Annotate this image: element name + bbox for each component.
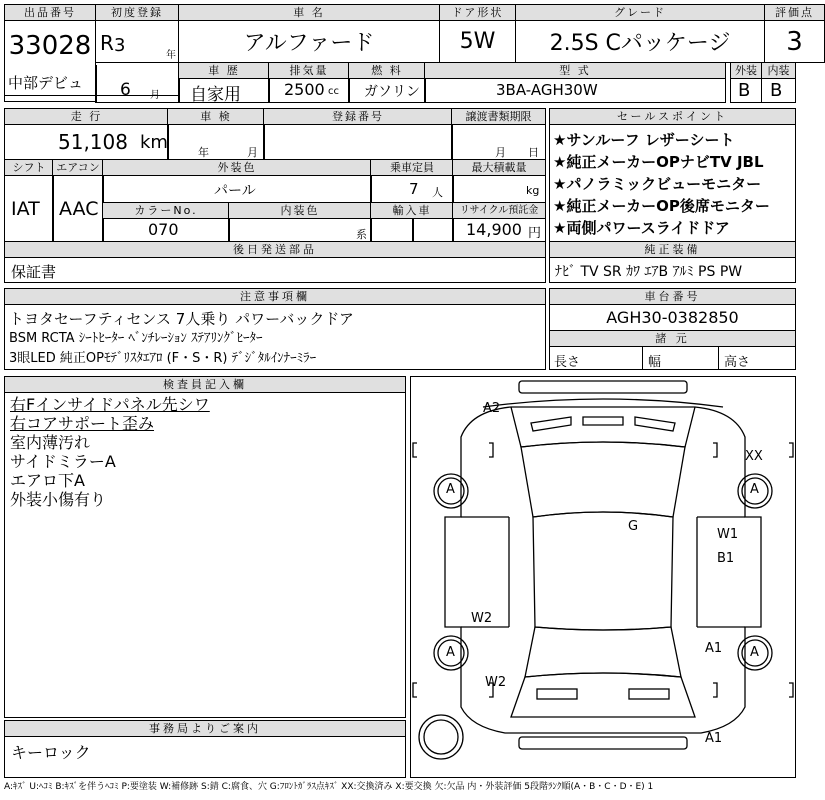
recycle-yen: 円 [528, 226, 542, 241]
spec-length: 長さ [554, 355, 581, 370]
damage-mark: A1 [705, 731, 723, 746]
name-label: 車 名 [179, 5, 440, 21]
inspector-line: エアロ下A [10, 471, 85, 490]
recycle-label: リサイクル預託金 [452, 202, 546, 219]
office-label: 事務局よりご案内 [5, 721, 405, 737]
intcolor-label: 内装色 [228, 202, 372, 219]
damage-mark: A1 [705, 641, 723, 656]
seats-label: 乗車定員 [370, 159, 454, 176]
door-type: 5W [440, 21, 516, 63]
tail-left [537, 689, 577, 699]
inspector-box [4, 376, 406, 718]
rear-bumper [519, 737, 687, 749]
damage-mark: B1 [717, 551, 735, 566]
recycle: 14,900 [466, 220, 522, 239]
sales-item: ★純正メーカーOPナビTV JBL [553, 153, 764, 171]
sales-item: ★パノラミックビューモニター [553, 175, 762, 193]
fuel-label: 燃 料 [348, 62, 426, 79]
sales-box [549, 108, 796, 243]
tail-right [629, 689, 669, 699]
intcolor-unit: 系 [356, 228, 367, 241]
windshield [521, 442, 685, 517]
plate-label: 登録番号 [263, 108, 453, 125]
car-diagram-box [410, 376, 796, 778]
month-unit: 月 [150, 90, 160, 101]
notes-line: 3眼LED 純正OPﾓﾃﾞﾘｽﾀｴｱﾛ (F・S・R) ﾃﾞｼﾞﾀﾙｲﾝﾅｰﾐﾗｰ [9, 351, 317, 366]
import-cell [370, 218, 414, 243]
shift-label: シフト [4, 159, 54, 176]
car-name: アルファード [179, 21, 440, 63]
damage-mark: G [628, 519, 639, 534]
sales-item: ★サンルーフ レザーシート [553, 131, 735, 149]
damage-mark: XX [745, 449, 763, 464]
later-label: 後日発送部品 [5, 242, 545, 258]
sales-item: ★両側パワースライドドア [553, 219, 730, 237]
spec-width: 幅 [648, 355, 662, 370]
tailgate [511, 673, 695, 717]
transfer-day: 日 [528, 146, 539, 159]
later-box [4, 241, 546, 283]
transfer-label: 譲渡書類期限 [451, 108, 546, 125]
sales-label: セールスポイント [550, 109, 795, 125]
lot-no: 33028 [8, 31, 92, 61]
mileage: 51,108 [58, 130, 128, 154]
import-cell-2 [412, 218, 454, 243]
damage-mark: W2 [471, 611, 493, 626]
damage-mark: A [446, 482, 455, 497]
damage-mark: W2 [485, 675, 507, 690]
disp-label: 排気量 [268, 62, 350, 79]
notes-line: BSM RCTA ｼｰﾄﾋｰﾀｰ ﾍﾞﾝﾁﾚｰｼｮﾝ ｽﾃｱﾘﾝｸﾞﾋｰﾀｰ [9, 331, 263, 346]
pillars [509, 517, 697, 627]
ac-label: エアコン [52, 159, 104, 176]
legend: A:ｷｽﾞ U:ﾍｺﾐ B:ｷｽﾞを伴うﾍｺﾐ P:要塗装 W:補修跡 S:錆 C:腐食、穴 G:ﾌﾛﾝﾄｶﾞﾗｽ点ｷｽﾞ XX:交換済み X:要交換 欠:欠品 内・外装評価 5段階ﾗﾝｸ順(A・B・C・D・E) 1 [4, 782, 654, 792]
int-label: 内装 [761, 62, 796, 79]
spec-label: 諸 元 [550, 331, 795, 347]
score-label: 評価点 [765, 5, 825, 21]
ac: AAC [59, 198, 99, 220]
spare-tire [419, 715, 463, 759]
reg-date [96, 21, 179, 63]
roof [533, 512, 673, 630]
inspector-line: 外装小傷有り [10, 490, 107, 509]
reg-label: 初度登録 [96, 5, 179, 21]
inspector-line: サイドミラーA [10, 452, 116, 471]
notes-label: 注意事項欄 [5, 289, 545, 305]
hood-front [483, 399, 723, 407]
equip-label: 純正装備 [550, 242, 795, 258]
inspector-line: 右コアサポート歪み [10, 414, 155, 433]
damage-mark: A [750, 645, 759, 660]
inspect-label: 車 検 [167, 108, 265, 125]
history-label: 車 歴 [178, 62, 270, 79]
colorno: 070 [148, 220, 179, 239]
venue: 中部デビュ [8, 74, 84, 92]
score: 3 [765, 21, 825, 63]
inspector-label: 検査員記入欄 [5, 377, 405, 393]
seats-unit: 人 [432, 186, 443, 199]
displacement: 2500 [284, 80, 325, 99]
ext-score: B [738, 80, 751, 101]
shift: IAT [11, 198, 40, 220]
colorno-label: カラーNo. [102, 202, 230, 219]
lot-label: 出品番号 [5, 5, 96, 21]
model: 3BA-AGH30W [496, 81, 598, 99]
hood [511, 407, 695, 447]
inspect-year: 年 [198, 146, 209, 159]
seats: 7 [409, 180, 419, 198]
notes-line: トヨタセーフティセンス 7人乗り パワーバックドア [9, 310, 354, 328]
fuel: ガソリン [364, 84, 420, 100]
door-label: ドア形状 [440, 5, 516, 21]
notes-box [4, 288, 546, 370]
front-bumper-top [519, 381, 687, 393]
plate-cell [263, 124, 453, 160]
spec-height: 高さ [724, 355, 751, 370]
damage-mark: W1 [717, 527, 739, 542]
color: パール [214, 183, 256, 199]
grade-label: グレード [516, 5, 765, 21]
ext-label: 外装 [730, 62, 762, 79]
intcolor-cell [228, 218, 372, 243]
inspector-line: 右Fインサイドパネル先シワ [10, 395, 210, 414]
equip-box [549, 241, 796, 283]
transfer-month: 月 [495, 146, 506, 159]
chassis-value: AGH30-0382850 [606, 308, 739, 327]
color-label: 外装色 [102, 159, 372, 176]
load-label: 最大積載量 [452, 159, 546, 176]
spec-box [549, 330, 796, 370]
damage-mark: A2 [483, 401, 501, 416]
headlights [531, 417, 675, 431]
mileage-unit: km [140, 132, 168, 153]
office-value: キーロック [11, 743, 91, 762]
inspect-month: 月 [247, 146, 258, 159]
reg-month: 6 [120, 80, 131, 100]
reg-era: R [100, 31, 114, 55]
load-unit: kg [526, 184, 540, 197]
equip-value: ﾅﾋﾞ TV SR ｶﾜ ｴｱB ｱﾙﾐ PS PW [555, 264, 743, 280]
mileage-label: 走 行 [4, 108, 169, 125]
sales-item: ★純正メーカーOP後席モニター [553, 197, 770, 215]
year-unit: 年 [166, 50, 176, 61]
history: 自家用 [190, 85, 241, 105]
inspector-line: 室内薄汚れ [10, 433, 91, 452]
reg-year: 3 [114, 35, 126, 56]
later-value: 保証書 [11, 263, 57, 281]
rear-brackets [413, 683, 793, 697]
grade: 2.5S Cパッケージ [516, 21, 765, 63]
disp-unit: cc [328, 86, 339, 97]
model-label: 型 式 [424, 62, 726, 79]
mirror-brackets [413, 443, 793, 457]
damage-mark: A [750, 482, 759, 497]
chassis-label: 車台番号 [550, 289, 795, 305]
rear-glass [525, 627, 681, 677]
damage-mark: A [446, 645, 455, 660]
reg-month-box [95, 62, 180, 103]
door-lines [461, 517, 745, 627]
int-score: B [770, 80, 783, 101]
import-label: 輸入車 [370, 202, 454, 219]
chassis-box [549, 288, 796, 332]
car-diagram [411, 377, 795, 777]
office-box [4, 720, 406, 778]
